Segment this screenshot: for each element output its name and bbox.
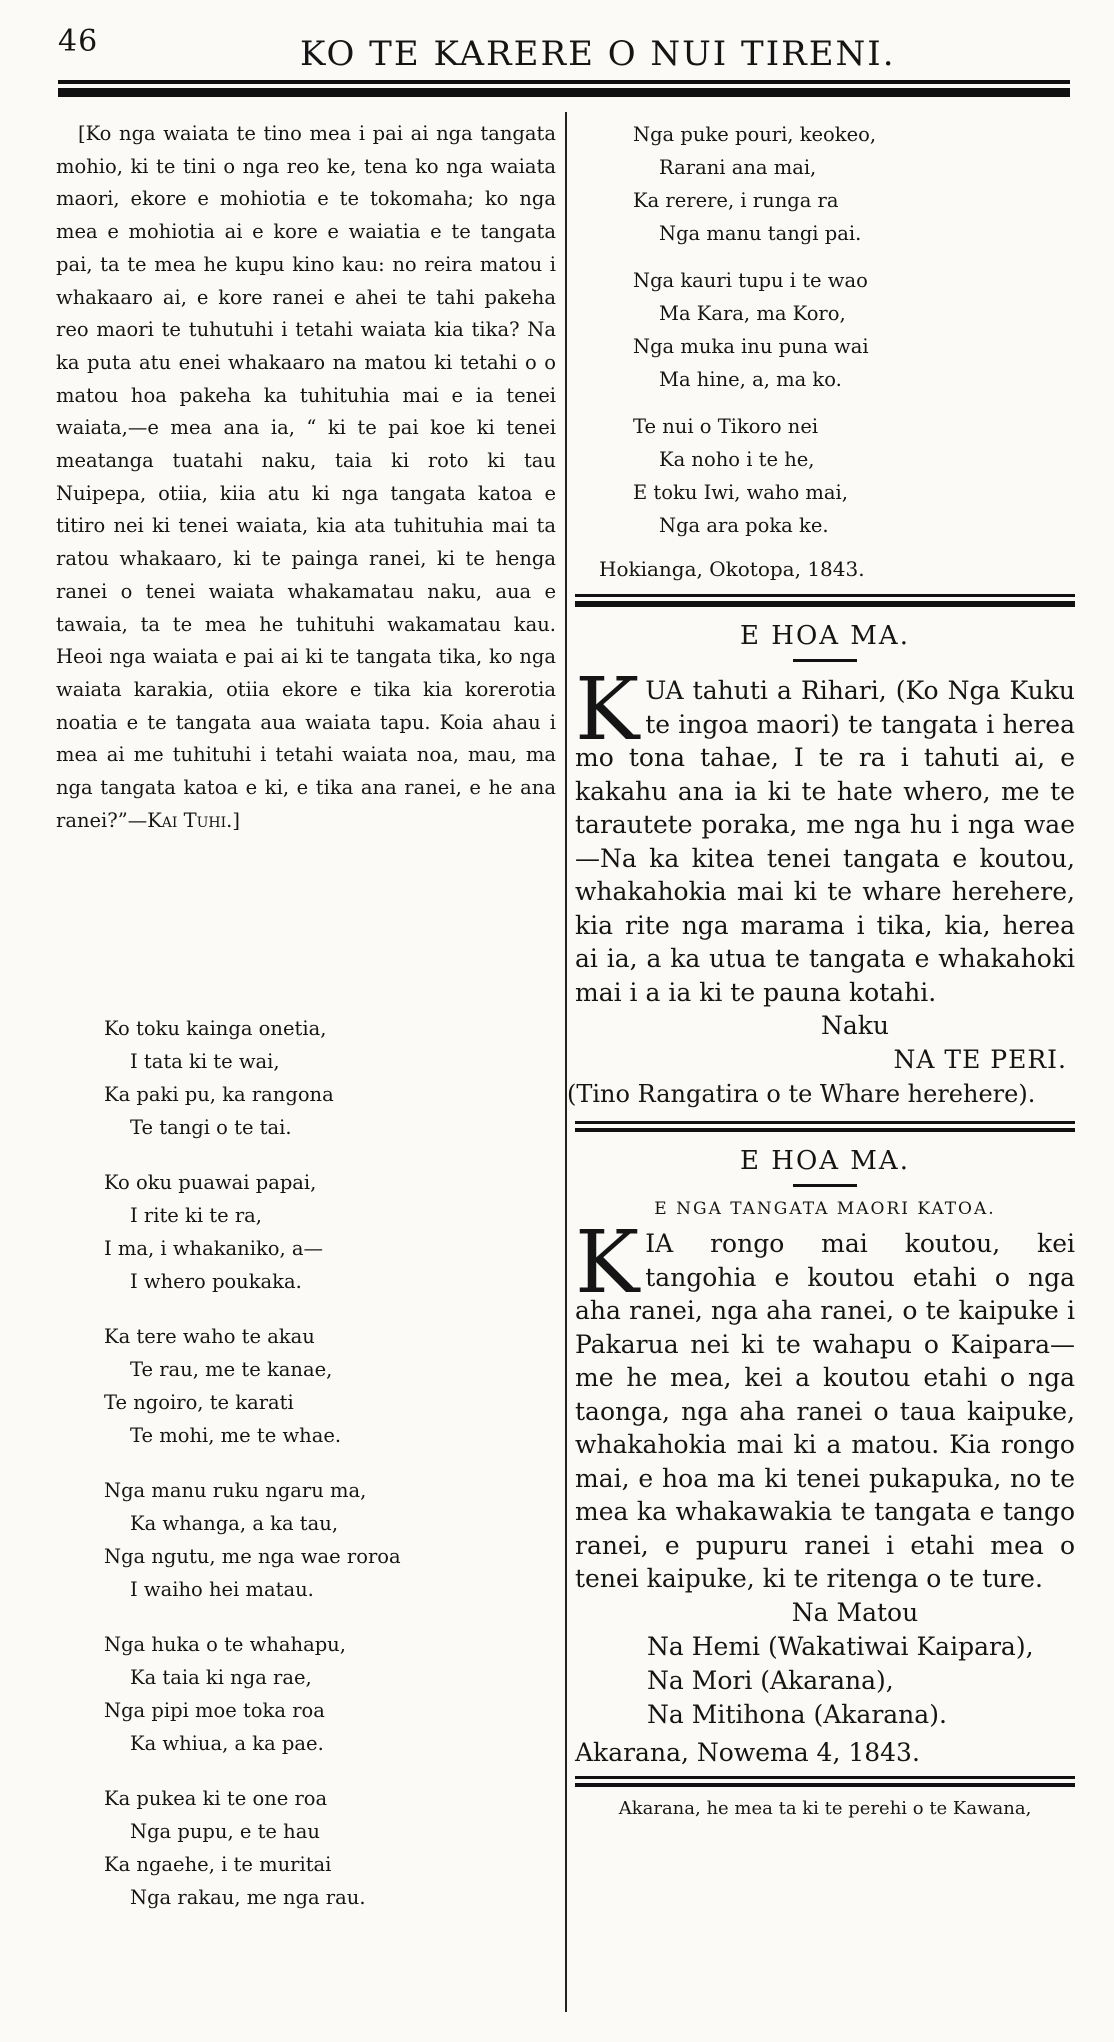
notice2-body	[575, 1213, 1075, 1596]
poem-line: Te tangi o te tai.	[130, 1116, 292, 1139]
poem-line: Te nui o Tikoro nei	[633, 415, 819, 438]
poem-line: E toku Iwi, waho mai,	[633, 481, 848, 504]
notice2-subheading: E NGA TANGATA MAORI KATOA.	[654, 1199, 996, 1219]
notice1-signoff-label: Naku	[820, 1011, 890, 1040]
poem-line: Nga huka o te whahapu,	[104, 1633, 346, 1656]
poem-stanza	[104, 1320, 544, 1452]
poem-line: Ko toku kainga onetia,	[104, 1017, 327, 1040]
poem-line: I rite ki te ra,	[130, 1204, 263, 1227]
poem-line: Rarani ana mai,	[659, 156, 817, 179]
poem-stanza	[104, 1474, 544, 1606]
notice2-text: IA rongo mai koutou, kei tangohia e koutou etahi o nga aha ranei, nga aha ranei, o te kaipuke i Pakarua nei ki te wahapu o Kaipara—me he mea, kei a koutou etahi o nga taonga, nga aha ranei o taua kaipuke, whakahokia mai ki a matou. Kia rongo mai, e hoa ma ki tenei pukapuka, no te mea ka whakawakia te tangata e tango ranei, e pupuru ranei i etahi mea o tenei kaipuke, ki te ritenga o te ture.	[575, 1229, 1075, 1593]
notice2-place-date: Akarana, Nowema 4, 1843.	[575, 1737, 920, 1767]
poem-line: Ka noho i te he,	[659, 448, 815, 471]
notice1-heading: E HOA MA.	[740, 621, 910, 651]
poem-stanza	[104, 1012, 544, 1144]
printer-footer: Akarana, he mea ta ki te perehi o te Kawana,	[618, 1797, 1032, 1819]
left-column	[56, 118, 556, 837]
poem-line: Ka paki pu, ka rangona	[104, 1083, 334, 1106]
poem-line: Ko oku puawai papai,	[104, 1171, 317, 1194]
short-rule	[793, 659, 857, 662]
notice1-text: UA tahuti a Rihari, (Ko Nga Kuku te ingoa maori) te tangata i herea mo tona tahae, I te ra i tahuti ai, e kakahu ana ia ki te hate whero, me te tarautete poraka, me nga hu i nga wae—Na ka kitea tenei tangata e koutou, whakahokia mai ki te whare herehere, kia rite nga marama i tika, kia, herea ai ia, a ka utua te tangata e whakahoki mai i a ia ki te pauna kotahi.	[575, 676, 1075, 1007]
poem-line: Te mohi, me te whae.	[130, 1424, 342, 1447]
poem-right	[575, 118, 1075, 542]
notice1-signoff-title: (Tino Rangatira o te Whare herehere).	[567, 1080, 1036, 1108]
poem-line: Te ngoiro, te karati	[104, 1391, 294, 1414]
header-rule-thin	[58, 80, 1070, 84]
running-head-title: KO TE KARERE O NUI TIRENI.	[300, 34, 896, 74]
poem-stanza	[104, 1166, 544, 1298]
notice2-signers	[575, 1630, 1075, 1732]
poem-line: Ka whanga, a ka tau,	[130, 1512, 339, 1535]
poem-line: Nga ara poka ke.	[659, 514, 829, 537]
poem-line: Ka rerere, i runga ra	[633, 189, 839, 212]
poem-stanza	[104, 1628, 544, 1760]
column-divider	[565, 112, 567, 2012]
poem-line: Nga manu ruku ngaru ma,	[104, 1479, 367, 1502]
poem-line: Ka taia ki nga rae,	[130, 1666, 312, 1689]
signer: Na Mori (Akarana),	[647, 1665, 894, 1695]
notice1-signoff-name: NA TE PERI.	[893, 1045, 1067, 1074]
poem-stanza	[633, 118, 1075, 250]
section-rule-thick	[575, 1783, 1075, 1787]
poem-place-date: Hokianga, Okotopa, 1843.	[599, 557, 865, 581]
poem-line: Nga ngutu, me nga wae roroa	[104, 1545, 401, 1568]
right-column	[567, 118, 1075, 1823]
poem-line: I ma, i whakaniko, a—	[104, 1237, 324, 1260]
poem-line: Nga muka inu puna wai	[633, 335, 869, 358]
intro-text: [Ko nga waiata te tino mea i pai ai nga tangata mohio, ki te tini o nga reo ke, tena ko nga waiata maori, ekore e mohiotia e te tokomaha; ko nga mea e mohiotia ai e kore e waiatia e te tangata pai, ta te mea he kupu kino kau: no reira matou i whakaaro ai, e kore ranei e ahei te tahi pakeha reo maori te tuhutuhi i tetahi waiata kia tika? Na ka puta atu enei whakaaro na matou ki tetahi o o matou hoa pakeha ka tuhituhia mai e ia tenei waiata,—e mea ana ia, “ ki te pai koe ki tenei meatanga tuatahi naku, taia ki roto ki tau Nuipepa, otiia, kiia atu ki nga tangata katoa e titiro nei ki tenei waiata, kia ata tuhituhia mai ta ratou whakaaro, ki te painga ranei, ki te henga ranei o tenei waiata whakamatau naku, aua e tawaia, ta te mea he tuhituhi wakamatau kau. Heoi nga waiata e pai ai ki te tangata tika, ko nga waiata karakia, otiia ekore e tika kia korerotia noatia e te tangata aua waiata tapu. Koia ahau i mea ai me tuhituhi i tetahi waiata noa, mau, ma nga tangata katoa e ki, e tika ana ranei, e he ana ranei?”—	[56, 122, 556, 832]
intro-signature: Kai Tuhi.]	[147, 808, 240, 832]
poem-line: Ka tere waho te akau	[104, 1325, 315, 1348]
poem-line: Te rau, me te kanae,	[130, 1358, 333, 1381]
poem-line: Ka pukea ki te one roa	[104, 1787, 328, 1810]
poem-line: Nga kauri tupu i te wao	[633, 269, 868, 292]
poem-line: I tata ki te wai,	[130, 1050, 280, 1073]
poem-line: Nga rakau, me nga rau.	[130, 1886, 366, 1909]
poem-line: Ka ngaehe, i te muritai	[104, 1853, 332, 1876]
short-rule	[793, 1184, 857, 1187]
poem-stanza	[104, 1782, 544, 1914]
notice2-dropcap: K	[575, 1213, 640, 1313]
notice1-dropcap: K	[575, 660, 640, 760]
poem-line: Nga manu tangi pai.	[659, 222, 862, 245]
section-rule-thin	[575, 1776, 1075, 1779]
poem-line: Nga pipi moe toka roa	[104, 1699, 325, 1722]
poem-stanza	[633, 410, 1075, 542]
signer: Na Hemi (Wakatiwai Kaipara),	[647, 1631, 1034, 1661]
poem-line: I waiho hei matau.	[130, 1578, 314, 1601]
notice1-body	[575, 660, 1075, 1009]
section-rule-thin	[575, 1121, 1075, 1124]
poem-line: Ma hine, a, ma ko.	[659, 368, 842, 391]
section-rule-thick	[575, 601, 1075, 607]
intro-paragraph	[56, 118, 556, 837]
poem-line: Nga pupu, e te hau	[130, 1820, 320, 1843]
poem-line: Nga puke pouri, keokeo,	[633, 123, 877, 146]
page-number: 46	[58, 24, 99, 59]
poem-line: Ma Kara, ma Koro,	[659, 302, 846, 325]
section-rule-thick	[575, 1128, 1075, 1132]
signer: Na Mitihona (Akarana).	[647, 1699, 947, 1729]
section-rule-thin	[575, 594, 1075, 597]
poem-stanza	[633, 264, 1075, 396]
poem-left	[104, 1012, 544, 1936]
poem-line: I whero poukaka.	[130, 1270, 302, 1293]
poem-line: Ka whiua, a ka pae.	[130, 1732, 324, 1755]
header-rule-thick	[58, 88, 1070, 97]
notice2-heading: E HOA MA.	[740, 1146, 910, 1176]
notice2-signoff-label: Na Matou	[791, 1597, 919, 1627]
